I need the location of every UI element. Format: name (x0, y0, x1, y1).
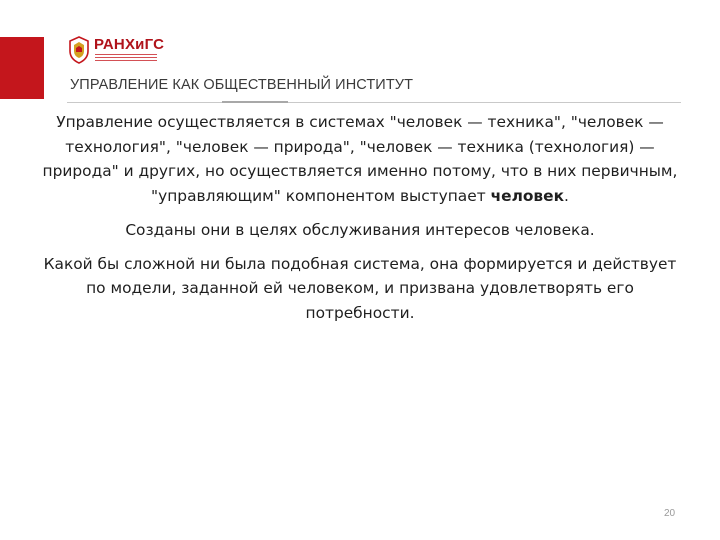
slide-body (40, 110, 680, 325)
ranepa-logo (67, 36, 177, 64)
logo-subtitle (95, 54, 157, 62)
paragraph-1-emphasis: человек (490, 186, 565, 205)
paragraph-3: Какой бы сложной ни была подобная система, она формируется и действует по модели, заданной ей человеком, и призвана удовлетворять его потребности. (43, 254, 677, 322)
slide-title: УПРАВЛЕНИЕ КАК ОБЩЕСТВЕННЫЙ ИНСТИТУТ (70, 77, 414, 93)
paragraph-2: Созданы они в целях обслуживания интересов человека. (125, 221, 595, 239)
title-divider-accent (222, 101, 288, 103)
paragraph-1 (40, 110, 680, 208)
page-number: 20 (664, 508, 676, 519)
paragraph-1-end: . (564, 186, 569, 205)
title-divider (67, 102, 681, 103)
paragraph-1-text: Управление осуществляется в системах "человек — техника", "человек — технология", "человек — природа", "человек — техника (технология) — природа" и других, но осуществляется именно потому, что в них первичным, "управляющим" компонентом выступает (42, 113, 678, 205)
logo-name: РАНХиГС (94, 36, 165, 53)
emblem-icon (67, 36, 91, 64)
accent-bar (0, 37, 44, 99)
